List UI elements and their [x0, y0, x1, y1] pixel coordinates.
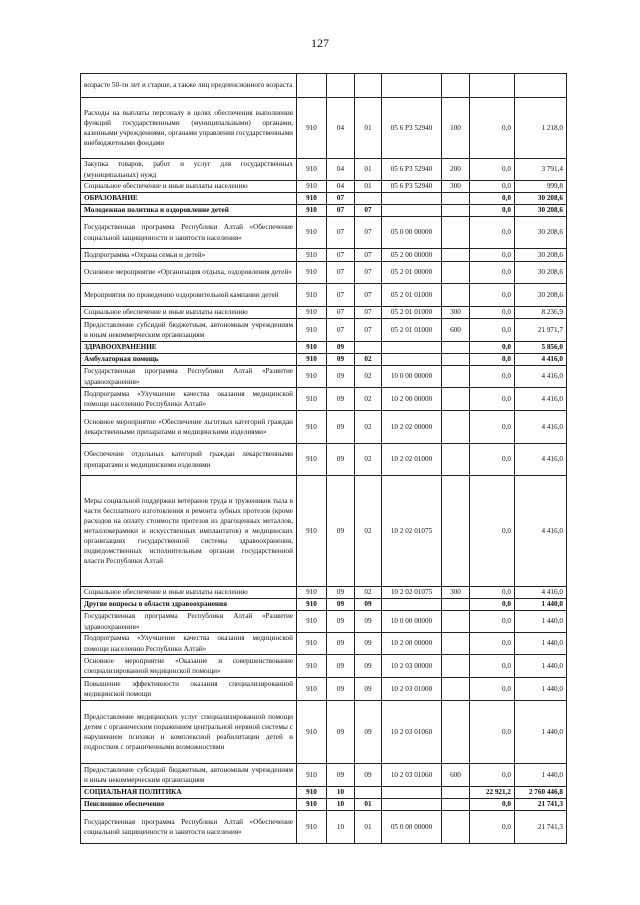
amount-2: 30 208,6	[515, 249, 567, 262]
ministry-code: 910	[297, 388, 327, 411]
ministry-code: 910	[297, 611, 327, 633]
section-code: 07	[327, 284, 355, 307]
amount-1: 0,0	[470, 811, 515, 844]
expense-type	[442, 633, 470, 655]
amount-2: 4 416,0	[515, 354, 567, 366]
row-description: Амбулаторная помощь	[81, 354, 297, 366]
table-row	[81, 262, 567, 284]
amount-2: 4 416,0	[515, 366, 567, 388]
amount-1: 0,0	[470, 307, 515, 319]
expense-type	[442, 262, 470, 284]
row-description: возрасте 50-ти лет и старше, а также лиц предпенсионного возраста	[81, 74, 297, 98]
subsection-code: 02	[355, 388, 382, 411]
subsection-code: 07	[355, 205, 382, 217]
ministry-code: 910	[297, 342, 327, 354]
section-code: 09	[327, 701, 355, 764]
subsection-code	[355, 342, 382, 354]
amount-1: 0,0	[470, 444, 515, 476]
section-code: 07	[327, 249, 355, 262]
budget-table	[80, 73, 567, 844]
target-article	[382, 799, 442, 811]
subsection-code: 02	[355, 444, 382, 476]
amount-1: 0,0	[470, 587, 515, 599]
ministry-code: 910	[297, 98, 327, 159]
subsection-code: 07	[355, 307, 382, 319]
target-article	[382, 599, 442, 611]
section-code: 09	[327, 633, 355, 655]
target-article: 10 2 00 00000	[382, 633, 442, 655]
ministry-code: 910	[297, 764, 327, 787]
row-description: Мероприятия по проведению оздоровительной кампании детей	[81, 284, 297, 307]
subsection-code: 09	[355, 655, 382, 678]
amount-2: 21 741,3	[515, 799, 567, 811]
table-row	[81, 342, 567, 354]
amount-2: 1 440,0	[515, 655, 567, 678]
target-article: 10 2 03 00000	[382, 655, 442, 678]
amount-2	[515, 74, 567, 98]
amount-2: 4 416,0	[515, 444, 567, 476]
expense-type: 200	[442, 159, 470, 181]
row-description: Основное мероприятие «Организация отдыха, оздоровления детей»	[81, 262, 297, 284]
target-article: 10 2 03 01060	[382, 764, 442, 787]
amount-1: 0,0	[470, 205, 515, 217]
amount-1	[470, 74, 515, 98]
expense-type	[442, 611, 470, 633]
amount-1: 0,0	[470, 354, 515, 366]
subsection-code: 01	[355, 811, 382, 844]
table-row	[81, 655, 567, 678]
row-description: Государственная программа Республики Алтай «Развитие здравоохранения»	[81, 366, 297, 388]
table-row	[81, 366, 567, 388]
section-code: 04	[327, 181, 355, 193]
section-code: 09	[327, 476, 355, 587]
subsection-code	[355, 193, 382, 205]
amount-2: 5 856,0	[515, 342, 567, 354]
table-row	[81, 701, 567, 764]
row-description: Предоставление медицинских услуг специализированной помощи детям с органическим поражением центральной нервной системы с нарушением психики и комплексной реабилитации детей и подростков с ограниченными возможностями	[81, 701, 297, 764]
subsection-code: 09	[355, 633, 382, 655]
amount-2: 4 416,0	[515, 587, 567, 599]
table-row	[81, 811, 567, 844]
expense-type	[442, 193, 470, 205]
expense-type	[442, 342, 470, 354]
table-row	[81, 249, 567, 262]
amount-2: 8 236,9	[515, 307, 567, 319]
expense-type: 300	[442, 181, 470, 193]
target-article: 05 6 P3 52940	[382, 181, 442, 193]
target-article: 05 0 00 00000	[382, 811, 442, 844]
table-row	[81, 354, 567, 366]
table-row	[81, 217, 567, 249]
amount-1: 0,0	[470, 678, 515, 701]
section-code: 09	[327, 444, 355, 476]
amount-1: 0,0	[470, 411, 515, 444]
ministry-code: 910	[297, 284, 327, 307]
section-code: 09	[327, 411, 355, 444]
expense-type	[442, 701, 470, 764]
section-code: 09	[327, 611, 355, 633]
section-code: 07	[327, 217, 355, 249]
row-description: Основное мероприятие «Оказание и совершенствование специализированной медицинской помощи»	[81, 655, 297, 678]
table-row	[81, 193, 567, 205]
row-description: Предоставление субсидий бюджетным, автономным учреждениям и иным некоммерческим организациям	[81, 764, 297, 787]
expense-type: 600	[442, 764, 470, 787]
ministry-code: 910	[297, 444, 327, 476]
expense-type	[442, 205, 470, 217]
target-article: 05 6 P3 52940	[382, 98, 442, 159]
section-code: 04	[327, 98, 355, 159]
expense-type	[442, 799, 470, 811]
target-article: 10 0 00 00000	[382, 366, 442, 388]
ministry-code: 910	[297, 262, 327, 284]
subsection-code: 09	[355, 701, 382, 764]
ministry-code: 910	[297, 633, 327, 655]
amount-2: 1 440,0	[515, 611, 567, 633]
amount-1: 0,0	[470, 599, 515, 611]
table-row	[81, 764, 567, 787]
row-description: Предоставление субсидий бюджетным, автономным учреждениям и иным некоммерческим организациям	[81, 319, 297, 342]
ministry-code: 910	[297, 307, 327, 319]
amount-1: 0,0	[470, 249, 515, 262]
amount-1: 0,0	[470, 633, 515, 655]
section-code: 10	[327, 799, 355, 811]
ministry-code: 910	[297, 655, 327, 678]
amount-1: 0,0	[470, 262, 515, 284]
table-row	[81, 388, 567, 411]
amount-2: 30 208,6	[515, 193, 567, 205]
expense-type	[442, 787, 470, 799]
amount-2: 21 971,7	[515, 319, 567, 342]
table-row	[81, 181, 567, 193]
section-code: 10	[327, 811, 355, 844]
expense-type: 300	[442, 307, 470, 319]
amount-2: 30 208,6	[515, 284, 567, 307]
ministry-code: 910	[297, 159, 327, 181]
section-code: 09	[327, 764, 355, 787]
amount-2: 30 208,6	[515, 205, 567, 217]
expense-type	[442, 411, 470, 444]
amount-2: 3 791,4	[515, 159, 567, 181]
ministry-code: 910	[297, 599, 327, 611]
amount-2: 4 416,0	[515, 411, 567, 444]
subsection-code: 02	[355, 476, 382, 587]
expense-type	[442, 476, 470, 587]
row-description: Государственная программа Республики Алтай «Обеспечение социальной защищенности и занятости населения»	[81, 811, 297, 844]
amount-1: 0,0	[470, 388, 515, 411]
target-article: 05 2 01 01000	[382, 307, 442, 319]
amount-1: 0,0	[470, 655, 515, 678]
subsection-code: 02	[355, 366, 382, 388]
ministry-code: 910	[297, 701, 327, 764]
table-row	[81, 599, 567, 611]
table-row	[81, 307, 567, 319]
ministry-code: 910	[297, 411, 327, 444]
subsection-code: 07	[355, 284, 382, 307]
section-code: 09	[327, 678, 355, 701]
ministry-code: 910	[297, 587, 327, 599]
expense-type	[442, 284, 470, 307]
ministry-code: 910	[297, 205, 327, 217]
table-row	[81, 444, 567, 476]
row-description: Подпрограмма «Улучшение качества оказания медицинской помощи населению Республики Алтай»	[81, 633, 297, 655]
target-article	[382, 74, 442, 98]
amount-2: 1 440,0	[515, 678, 567, 701]
section-code	[327, 74, 355, 98]
row-description: Другие вопросы в области здравоохранения	[81, 599, 297, 611]
amount-2: 2 760 446,8	[515, 787, 567, 799]
target-article: 10 2 02 01075	[382, 587, 442, 599]
subsection-code: 01	[355, 159, 382, 181]
section-code: 09	[327, 388, 355, 411]
target-article: 10 0 00 00000	[382, 611, 442, 633]
subsection-code: 01	[355, 799, 382, 811]
amount-1: 0,0	[470, 476, 515, 587]
ministry-code: 910	[297, 217, 327, 249]
target-article: 05 2 01 01000	[382, 284, 442, 307]
ministry-code: 910	[297, 319, 327, 342]
ministry-code: 910	[297, 249, 327, 262]
amount-1: 0,0	[470, 319, 515, 342]
amount-2: 1 440,0	[515, 599, 567, 611]
ministry-code: 910	[297, 678, 327, 701]
section-code: 09	[327, 354, 355, 366]
subsection-code	[355, 74, 382, 98]
ministry-code: 910	[297, 366, 327, 388]
amount-1: 0,0	[470, 98, 515, 159]
ministry-code: 910	[297, 811, 327, 844]
section-code: 09	[327, 587, 355, 599]
target-article	[382, 787, 442, 799]
row-description: Социальное обеспечение и иные выплаты населению	[81, 181, 297, 193]
ministry-code: 910	[297, 354, 327, 366]
subsection-code: 07	[355, 319, 382, 342]
row-description: Меры социальной поддержки ветеранов труда и тружеников тыла в части бесплатного изготовления и ремонта зубных протезов (кроме расходов на оплату стоимости протезов из драгоценных металлов, металлокерамики и искусственных имплантатов) в медицинских организациях государственной системы здравоохранения, подведомственных исполнительным органам государственной власти Республики Алтай	[81, 476, 297, 587]
row-description: Повышение эффективности оказания специализированной медицинской помощи	[81, 678, 297, 701]
amount-1: 0,0	[470, 193, 515, 205]
row-description: Пенсионное обеспечение	[81, 799, 297, 811]
amount-2: 1 440,0	[515, 633, 567, 655]
target-article: 05 0 00 00000	[382, 217, 442, 249]
row-description: Государственная программа Республики Алтай «Обеспечение социальной защищенности и занятости населения»	[81, 217, 297, 249]
table-row	[81, 787, 567, 799]
expense-type: 600	[442, 319, 470, 342]
amount-2: 4 416,0	[515, 476, 567, 587]
expense-type	[442, 444, 470, 476]
target-article: 05 2 00 00000	[382, 249, 442, 262]
row-description: Расходы на выплаты персоналу в целях обеспечения выполнения функций государственными (муниципальными) органами, казенными учреждениями, органами управления государственными внебюджетными фондами	[81, 98, 297, 159]
table-row	[81, 678, 567, 701]
table-row	[81, 98, 567, 159]
target-article: 10 2 03 01060	[382, 701, 442, 764]
amount-2: 1 440,0	[515, 701, 567, 764]
target-article: 10 2 03 01000	[382, 678, 442, 701]
amount-2: 4 416,0	[515, 388, 567, 411]
table-row	[81, 799, 567, 811]
target-article: 10 2 02 01000	[382, 444, 442, 476]
subsection-code: 02	[355, 411, 382, 444]
subsection-code: 01	[355, 181, 382, 193]
target-article	[382, 354, 442, 366]
amount-1: 22 921,2	[470, 787, 515, 799]
table-row	[81, 611, 567, 633]
table-row	[81, 74, 567, 98]
table-row	[81, 411, 567, 444]
subsection-code: 09	[355, 764, 382, 787]
amount-2: 21 741,3	[515, 811, 567, 844]
target-article	[382, 342, 442, 354]
target-article: 10 2 02 00000	[382, 411, 442, 444]
row-description: Обеспечение отдельных категорий граждан лекарственными препаратами и медицинскими изделиями	[81, 444, 297, 476]
subsection-code: 07	[355, 262, 382, 284]
target-article: 05 2 01 00000	[382, 262, 442, 284]
target-article: 05 2 01 01000	[382, 319, 442, 342]
table-row	[81, 587, 567, 599]
row-description: Подпрограмма «Улучшение качества оказания медицинской помощи населению Республики Алтай»	[81, 388, 297, 411]
expense-type	[442, 388, 470, 411]
row-description: Закупка товаров, работ и услуг для государственных (муниципальных) нужд	[81, 159, 297, 181]
subsection-code: 09	[355, 611, 382, 633]
row-description: СОЦИАЛЬНАЯ ПОЛИТИКА	[81, 787, 297, 799]
section-code: 10	[327, 787, 355, 799]
section-code: 07	[327, 319, 355, 342]
expense-type	[442, 354, 470, 366]
expense-type: 100	[442, 98, 470, 159]
section-code: 09	[327, 599, 355, 611]
row-description: Молодежная политика и оздоровление детей	[81, 205, 297, 217]
subsection-code: 09	[355, 678, 382, 701]
table-row	[81, 284, 567, 307]
table-row	[81, 633, 567, 655]
expense-type	[442, 74, 470, 98]
expense-type	[442, 366, 470, 388]
ministry-code: 910	[297, 787, 327, 799]
subsection-code: 01	[355, 98, 382, 159]
section-code: 07	[327, 262, 355, 284]
section-code: 09	[327, 366, 355, 388]
amount-1: 0,0	[470, 181, 515, 193]
row-description: Социальное обеспечение и иные выплаты населению	[81, 307, 297, 319]
section-code: 07	[327, 307, 355, 319]
subsection-code: 07	[355, 217, 382, 249]
expense-type	[442, 678, 470, 701]
table-row	[81, 205, 567, 217]
expense-type	[442, 249, 470, 262]
section-code: 09	[327, 655, 355, 678]
row-description: ЗДРАВООХРАНЕНИЕ	[81, 342, 297, 354]
amount-2: 1 218,0	[515, 98, 567, 159]
amount-1: 0,0	[470, 159, 515, 181]
row-description: Социальное обеспечение и иные выплаты населению	[81, 587, 297, 599]
section-code: 07	[327, 205, 355, 217]
table-row	[81, 159, 567, 181]
row-description: Подпрограмма «Охрана семьи и детей»	[81, 249, 297, 262]
expense-type	[442, 655, 470, 678]
expense-type	[442, 599, 470, 611]
amount-1: 0,0	[470, 701, 515, 764]
ministry-code	[297, 74, 327, 98]
ministry-code: 910	[297, 476, 327, 587]
row-description: Основное мероприятие «Обеспечение льготных категорий граждан лекарственными препаратами и медицинскими изделиями»	[81, 411, 297, 444]
amount-1: 0,0	[470, 611, 515, 633]
amount-1: 0,0	[470, 217, 515, 249]
amount-1: 0,0	[470, 366, 515, 388]
ministry-code: 910	[297, 181, 327, 193]
amount-2: 30 208,6	[515, 262, 567, 284]
section-code: 07	[327, 193, 355, 205]
target-article: 10 2 02 01075	[382, 476, 442, 587]
target-article: 05 6 P3 52940	[382, 159, 442, 181]
amount-2: 30 208,6	[515, 217, 567, 249]
subsection-code: 02	[355, 587, 382, 599]
amount-1: 0,0	[470, 764, 515, 787]
expense-type: 300	[442, 587, 470, 599]
amount-2: 999,8	[515, 181, 567, 193]
amount-1: 0,0	[470, 799, 515, 811]
row-description: ОБРАЗОВАНИЕ	[81, 193, 297, 205]
amount-1: 0,0	[470, 284, 515, 307]
table-row	[81, 476, 567, 587]
section-code: 04	[327, 159, 355, 181]
subsection-code	[355, 787, 382, 799]
ministry-code: 910	[297, 193, 327, 205]
row-description: Государственная программа Республики Алтай «Развитие здравоохранения»	[81, 611, 297, 633]
expense-type	[442, 811, 470, 844]
amount-1: 0,0	[470, 342, 515, 354]
target-article: 10 2 00 00000	[382, 388, 442, 411]
subsection-code: 02	[355, 354, 382, 366]
target-article	[382, 205, 442, 217]
table-row	[81, 319, 567, 342]
section-code: 09	[327, 342, 355, 354]
amount-2: 1 440,0	[515, 764, 567, 787]
subsection-code: 09	[355, 599, 382, 611]
ministry-code: 910	[297, 799, 327, 811]
subsection-code: 07	[355, 249, 382, 262]
expense-type	[442, 217, 470, 249]
page-number: 127	[311, 36, 329, 50]
target-article	[382, 193, 442, 205]
